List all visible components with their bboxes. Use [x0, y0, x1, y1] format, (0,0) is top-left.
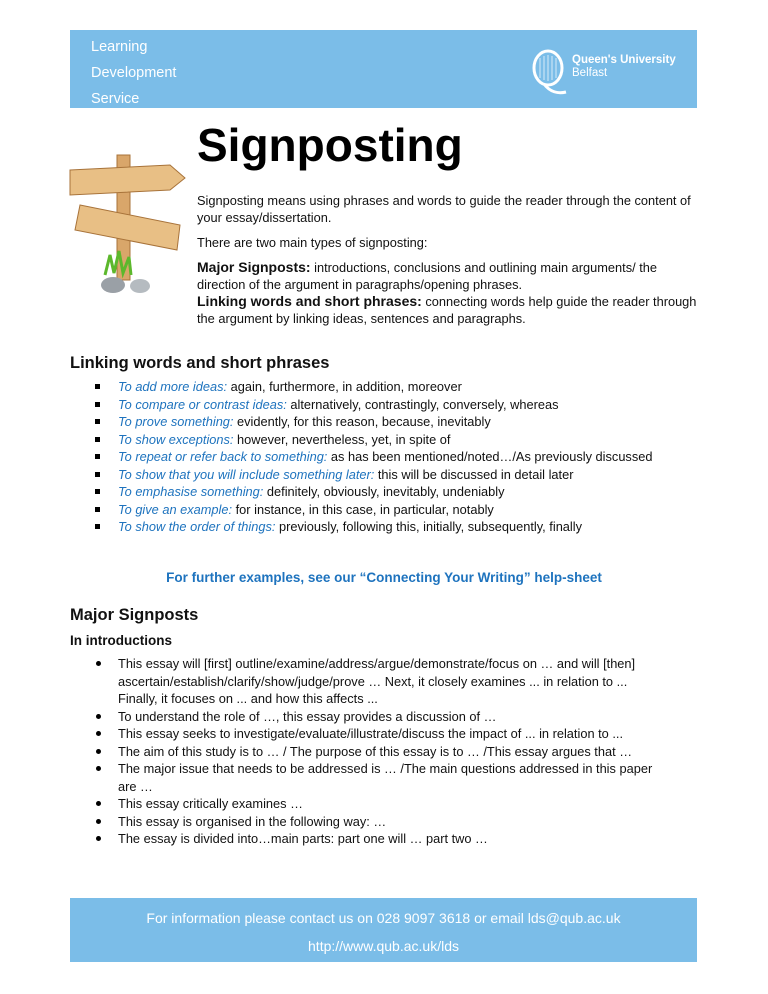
university-logo [530, 48, 690, 96]
term: Major Signposts: [197, 259, 311, 275]
list-item: To show exceptions: however, nevertheless, yet, in spite of [95, 431, 655, 449]
list-item: To show that you will include something later: this will be discussed in detail later [95, 466, 655, 484]
logo-name: Queen's University [572, 54, 676, 66]
linking-heading: Linking words and short phrases [70, 354, 330, 372]
definition: introductions, conclusions and outlining main arguments/ the direction of the argument in paragraphs/opening phrases. [197, 260, 657, 292]
list-item: The essay is divided into…main parts: part one will … part two … [95, 830, 655, 848]
list-item: To emphasise something: definitely, obviously, inevitably, undeniably [95, 483, 655, 501]
service-line: Development [91, 65, 177, 81]
list-item: To add more ideas: again, furthermore, in addition, moreover [95, 378, 655, 396]
intro-paragraph: Signposting means using phrases and words to guide the reader through the content of your essay/dissertation. [197, 193, 691, 225]
list-item: To understand the role of …, this essay provides a discussion of … [95, 708, 655, 726]
header-banner [70, 30, 697, 108]
introductions-subheading: In introductions [70, 633, 172, 648]
list-item: To prove something: evidently, for this reason, because, inevitably [95, 413, 655, 431]
introductions-list [95, 655, 655, 848]
list-item: To show the order of things: previously, following this, initially, subsequently, finally [95, 518, 655, 536]
list-item: This essay will [first] outline/examine/address/argue/demonstrate/focus on … and will [then] ascertain/establish/clarify/show/judge/prove … Next, it closely examines ... in relation to ... Finally, it focuses on ... and how this affects ... [95, 655, 655, 708]
intro-paragraph: There are two main types of signposting: [197, 235, 428, 250]
list-item: To repeat or refer back to something: as has been mentioned/noted…/As previously discussed [95, 448, 655, 466]
list-item: To give an example: for instance, in this case, in particular, notably [95, 501, 655, 519]
list-item: This essay seeks to investigate/evaluate/illustrate/discuss the impact of ... in relation to ... [95, 725, 655, 743]
term: Linking words and short phrases: [197, 293, 422, 309]
intro [197, 192, 707, 327]
footer-banner [70, 898, 697, 962]
service-line: Learning [91, 39, 148, 55]
major-definition [197, 259, 707, 293]
logo-sub: Belfast [572, 67, 608, 79]
signpost-icon [65, 150, 190, 300]
q-crest-icon [530, 48, 570, 98]
further-examples-link[interactable]: For further examples, see our “Connecting Your Writing” help-sheet [166, 570, 602, 585]
service-line: Service [91, 91, 140, 107]
list-item: This essay critically examines … [95, 795, 655, 813]
contact-text: For information please contact us on 028 9097 3618 or email lds@qub.ac.uk [146, 910, 621, 926]
linking-definition [197, 293, 707, 327]
list-item: To compare or contrast ideas: alternatively, contrastingly, conversely, whereas [95, 396, 655, 414]
definition: connecting words help guide the reader through the argument by linking ideas, sentences and paragraphs. [197, 294, 697, 326]
major-heading: Major Signposts [70, 606, 199, 624]
linking-list [95, 378, 655, 536]
list-item: The aim of this study is to … / The purpose of this essay is to … /This essay argues that … [95, 743, 655, 761]
list-item: The major issue that needs to be addressed is … /The main questions addressed in this paper are … [95, 760, 655, 795]
list-item: This essay is organised in the following way: … [95, 813, 655, 831]
service-name [91, 34, 176, 112]
page-title: Signposting [197, 119, 463, 171]
website-link[interactable]: http://www.qub.ac.uk/lds [308, 938, 459, 954]
